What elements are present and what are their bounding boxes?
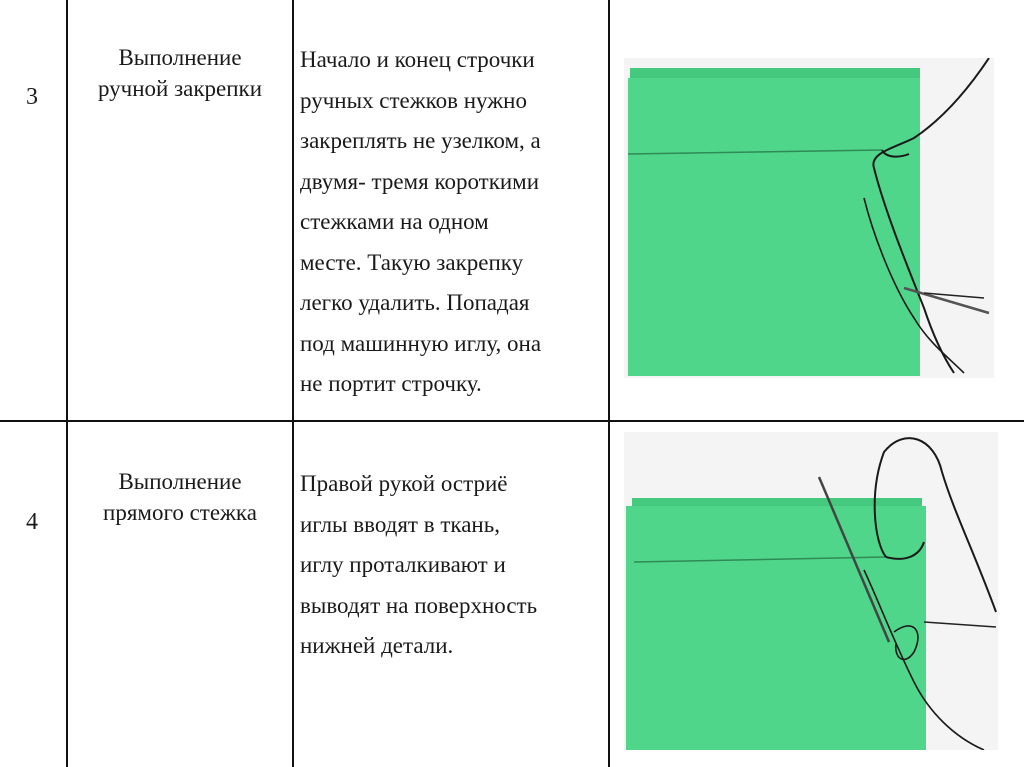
step-name-line: Выполнение	[118, 469, 242, 494]
step-description	[300, 40, 605, 405]
table-border-col2	[292, 0, 294, 767]
straight-stitch-photo	[624, 432, 998, 750]
stitch-fastening-photo	[624, 58, 994, 378]
step-name	[68, 466, 292, 528]
desc-line: под машинную иглу, она	[300, 330, 542, 356]
step-name	[68, 42, 292, 104]
desc-line: Начало и конец строчки	[300, 47, 535, 72]
table-row-divider	[0, 420, 1024, 422]
row-number: 4	[26, 509, 38, 535]
step-name-line: Выполнение	[118, 45, 242, 70]
desc-line: иглу проталкивают и	[300, 552, 506, 577]
row-number: 3	[26, 84, 38, 110]
desc-line: закреплять не узелком, а	[300, 128, 541, 153]
step-description	[300, 464, 605, 667]
desc-line: Правой рукой остриё	[300, 471, 508, 496]
table-border-col3	[608, 0, 610, 767]
desc-line: иглы вводят в ткань,	[300, 511, 500, 537]
desc-line: двумя- тремя короткими	[300, 168, 540, 194]
step-name-line: ручной закрепки	[97, 76, 263, 101]
desc-line: ручных стежков нужно	[300, 87, 527, 113]
desc-line: легко удалить. Попадая	[300, 290, 530, 315]
desc-line: выводят на поверхность	[300, 592, 538, 618]
table-border-left	[66, 0, 68, 767]
desc-line: месте. Такую закрепку	[300, 249, 524, 275]
desc-line: не портит строчку.	[300, 371, 482, 396]
step-name-line: прямого стежка	[103, 500, 257, 525]
desc-line: нижней детали.	[300, 633, 454, 658]
desc-line: стежками на одном	[300, 209, 489, 234]
